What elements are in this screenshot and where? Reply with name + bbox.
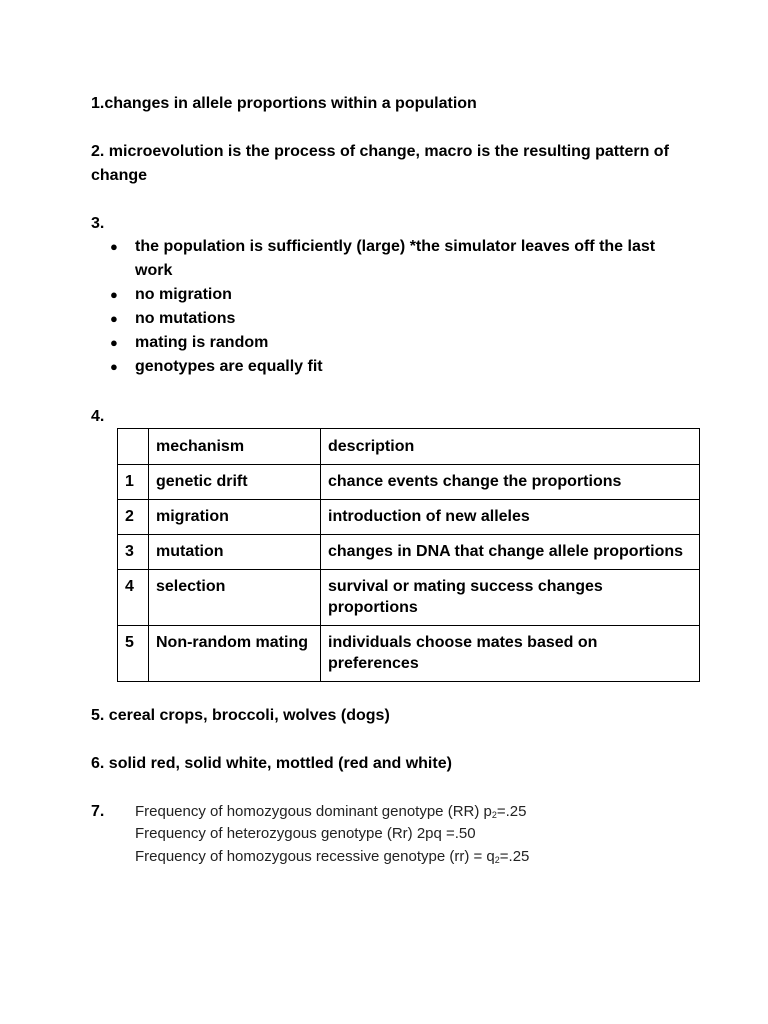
frequency-recessive bbox=[135, 845, 529, 872]
table-row bbox=[118, 500, 700, 535]
table-row bbox=[118, 626, 700, 682]
answer-6: 6. solid red, solid white, mottled (red and white) bbox=[91, 755, 452, 772]
table-cell: individuals choose mates based on preferences bbox=[321, 626, 700, 682]
frequency-dominant-value: =.25 bbox=[496, 803, 527, 820]
list-item-text: no mutations bbox=[135, 310, 236, 327]
list-item-text: genotypes are equally fit bbox=[135, 358, 323, 375]
answer-2-line-1: 2. microevolution is the process of change, macro is the resulting pattern of bbox=[91, 143, 669, 160]
frequency-recessive-value: =.25 bbox=[499, 848, 530, 865]
list-item bbox=[91, 235, 695, 283]
answer-2-line-2: change bbox=[91, 167, 148, 184]
frequency-dominant-text: Frequency of homozygous dominant genotype (RR) p bbox=[135, 803, 492, 820]
table-cell: 2 bbox=[118, 500, 149, 535]
list-item bbox=[91, 283, 695, 307]
table-cell: 5 bbox=[118, 626, 149, 682]
table-row bbox=[118, 535, 700, 570]
bullet-icon: ● bbox=[110, 287, 118, 302]
table-cell: 3 bbox=[118, 535, 149, 570]
answer-3-label: 3. bbox=[91, 215, 105, 232]
table-row bbox=[118, 465, 700, 500]
list-item bbox=[91, 331, 695, 355]
table-cell: genetic drift bbox=[149, 465, 321, 500]
answer-3-list bbox=[91, 235, 695, 379]
table-cell: selection bbox=[149, 570, 321, 626]
table-row bbox=[118, 570, 700, 626]
answer-4-label: 4. bbox=[91, 408, 105, 425]
answer-1: 1.changes in allele proportions within a population bbox=[91, 95, 477, 112]
table-cell: survival or mating success changes proportions bbox=[321, 570, 700, 626]
table-cell: mutation bbox=[149, 535, 321, 570]
list-item-text: the population is sufficiently (large) *the simulator leaves off the last work bbox=[135, 238, 656, 279]
bullet-icon: ● bbox=[110, 359, 118, 374]
table-header-cell: description bbox=[321, 429, 700, 465]
table-cell: migration bbox=[149, 500, 321, 535]
bullet-icon: ● bbox=[110, 311, 118, 326]
frequency-heterozygous: Frequency of heterozygous genotype (Rr) 2pq =.50 bbox=[135, 825, 476, 842]
bullet-icon: ● bbox=[110, 335, 118, 350]
list-item bbox=[91, 355, 695, 379]
subscript: 2 bbox=[494, 855, 500, 865]
frequency-recessive-text: Frequency of homozygous recessive genotype (rr) = q bbox=[135, 848, 495, 865]
answer-7-label: 7. bbox=[91, 803, 105, 820]
table-cell: changes in DNA that change allele proportions bbox=[321, 535, 700, 570]
table-header-row bbox=[118, 429, 700, 465]
list-item bbox=[91, 307, 695, 331]
table-header-cell bbox=[118, 429, 149, 465]
subscript: 2 bbox=[491, 810, 497, 820]
list-item-text: mating is random bbox=[135, 334, 269, 351]
answer-5: 5. cereal crops, broccoli, wolves (dogs) bbox=[91, 707, 390, 724]
table-cell: 4 bbox=[118, 570, 149, 626]
mechanism-table bbox=[117, 428, 700, 682]
table-header-cell: mechanism bbox=[149, 429, 321, 465]
table-cell: chance events change the proportions bbox=[321, 465, 700, 500]
list-item-text: no migration bbox=[135, 286, 232, 303]
table-cell: Non-random mating bbox=[149, 626, 321, 682]
table-cell: introduction of new alleles bbox=[321, 500, 700, 535]
table-cell: 1 bbox=[118, 465, 149, 500]
bullet-icon: ● bbox=[110, 239, 118, 254]
